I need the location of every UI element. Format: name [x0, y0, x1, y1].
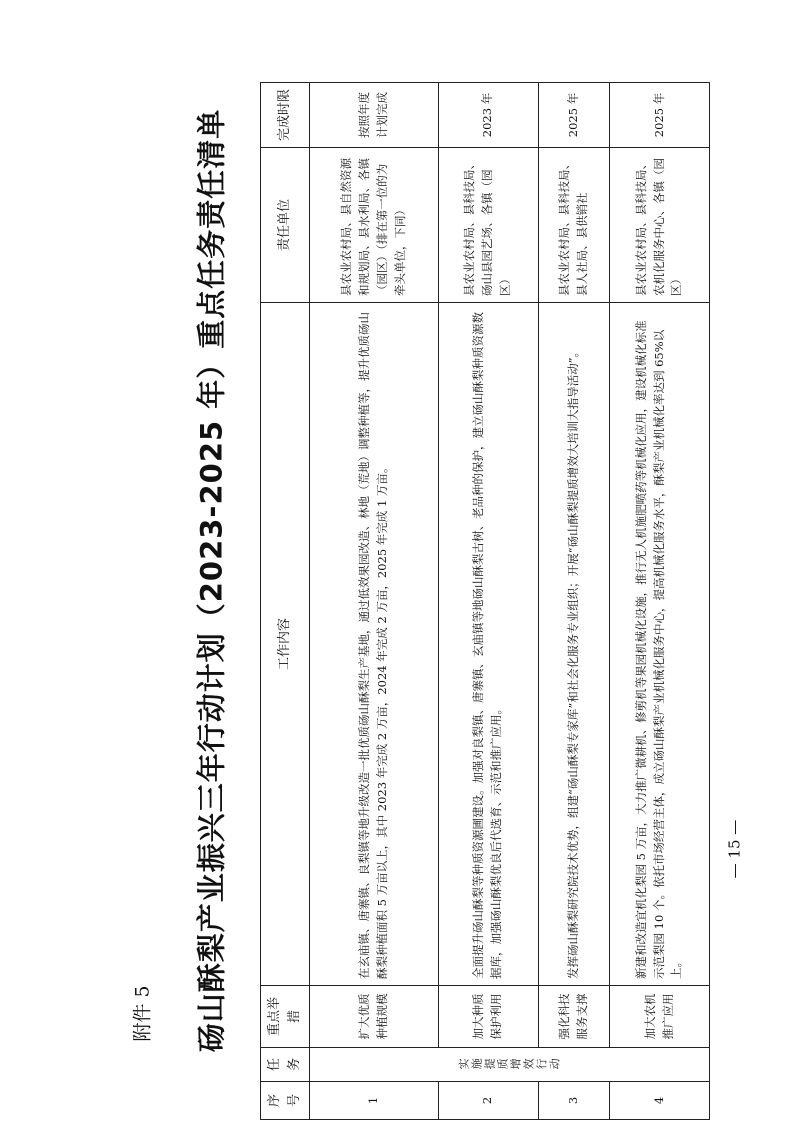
header-measure: 重点举措 [261, 986, 310, 1048]
page-number: — 15 — [725, 819, 744, 879]
row-deadline: 2023 年 [438, 83, 538, 148]
row-seq: 3 [538, 1082, 609, 1120]
row-content: 在玄庙镇、唐寨镇、良梨镇等地升级改造一批优质砀山酥梨生产基地，通过低效果园改造、林地（荒地）调整种植等，提升优质砀山酥梨种植面积 5 万亩以上，其中 2023 年完成 2 万亩，2024 年完成 2 万亩，2025 年完成 1 万亩。 [310, 303, 438, 986]
table-row [538, 83, 609, 1120]
header-unit: 责任单位 [261, 148, 310, 303]
document-title: 砀山酥梨产业振兴三年行动计划（2023-2025 年）重点任务责任清单 [194, 108, 229, 1053]
row-deadline: 按照年度计划完成 [310, 83, 438, 148]
table-row [438, 83, 538, 1120]
header-seq: 序号 [261, 1082, 310, 1120]
header-task: 任务 [261, 1048, 310, 1082]
task-group-label: 实施提质增效行动 [457, 1057, 562, 1071]
task-table [260, 82, 710, 1120]
table-row [310, 83, 438, 1120]
header-deadline: 完成时限 [261, 83, 310, 148]
row-seq: 4 [610, 1082, 710, 1120]
row-unit: 县农业农村局、县科技局、砀山县园艺场、各镇（园区） [438, 148, 538, 303]
header-content: 工作内容 [261, 303, 310, 986]
row-seq: 1 [310, 1082, 438, 1120]
table-row [610, 83, 710, 1120]
task-table-container [260, 83, 710, 1120]
row-measure: 加大农机推广应用 [610, 986, 710, 1048]
row-content: 发挥砀山酥梨研究院技术优势，组建“砀山酥梨专家库”和社会化服务专业组织；开展“砀山酥梨提质增效大培训大指导活动”。 [538, 303, 609, 986]
attachment-label: 附件 5 [131, 985, 154, 1042]
row-measure: 加大种质保护利用 [438, 986, 538, 1048]
row-deadline: 2025 年 [538, 83, 609, 148]
row-content: 新建和改造宜机化梨园 5 万亩，大力推广微耕机、修剪机等果园机械化设施，推行无人机施肥喷药等机械化应用，建设机械化标准示范梨园 10 个。依托市场经营主体，成立砀山酥梨产业机械化服务中心，提高机械化服务水平，酥梨产业机械化率达到 65%以上。 [610, 303, 710, 986]
row-measure: 扩大优质种植规模 [310, 986, 438, 1048]
table-header-row [261, 83, 310, 1120]
row-measure: 强化科技服务支撑 [538, 986, 609, 1048]
row-unit: 县农业农村局、县科技局、农机化服务中心、各镇（园区） [610, 148, 710, 303]
row-unit: 县农业农村局、县科技局、县人社局、县供销社 [538, 148, 609, 303]
task-group-cell [310, 1048, 710, 1082]
row-deadline: 2025 年 [610, 83, 710, 148]
row-content: 全面提升砀山酥梨等种质资源圃建设。加强对良梨镇、唐寨镇、玄庙镇等地砀山酥梨古树、老品种的保护，建立砀山酥梨种质资源数据库，加强砀山酥梨优良后代选育、示范和推广应用。 [438, 303, 538, 986]
row-seq: 2 [438, 1082, 538, 1120]
row-unit: 县农业农村局、县自然资源和规划局、县水利局、各镇（园区）（排在第一位的为牵头单位，下同） [310, 148, 438, 303]
